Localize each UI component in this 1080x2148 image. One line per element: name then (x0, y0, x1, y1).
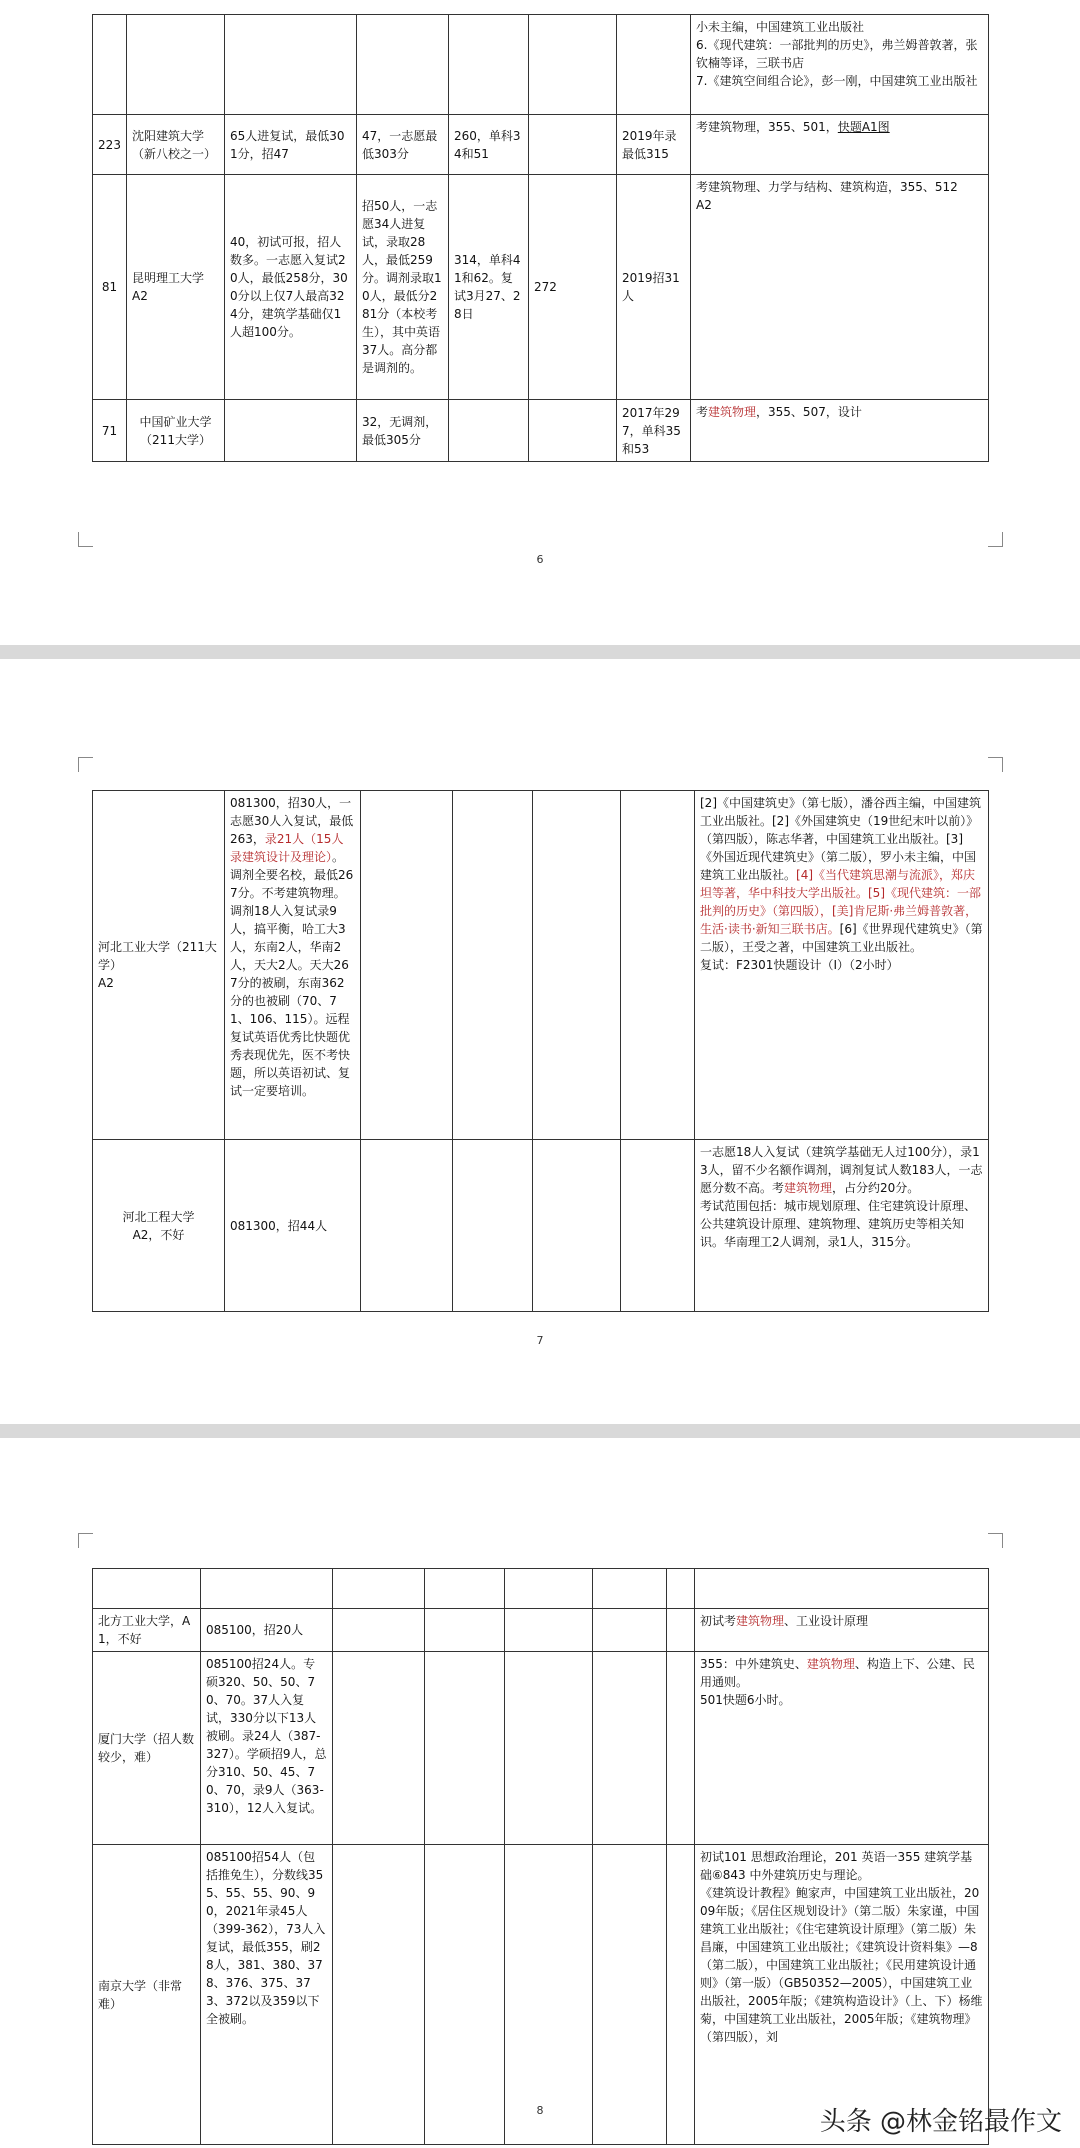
corner-mark (78, 1533, 93, 1548)
row-id: 71 (93, 400, 127, 462)
notes-cell: 一志愿18人入复试（建筑学基础无人过100分），录13人，留不少名额作调剂，调剂复试人数183人，一志愿分数不高。考建筑物理，占分约20分。 考试范围包括：城市规划原理、住宅建筑设计原理、公共建筑设计原理、建筑物理、建筑历史等相关知识。华南理工2人调剂，录1人，315分。 (695, 1140, 989, 1312)
page7-table (92, 790, 989, 1312)
table-row (93, 1652, 989, 1845)
retest-info: 085100招24人。专硕320、50、50、70、70。37人入复试，330分以下13人被刷。录24人（387-327）。学硕招9人，总分310、50、45、70、70，录9人（363-310），12人入复试。 (201, 1652, 333, 1845)
retest-info: 085100，招20人 (201, 1609, 333, 1652)
school-name: 南京大学（非常难） (93, 1845, 201, 2145)
score-line: 260，单科34和51 (449, 115, 529, 175)
school-name: 厦门大学（招人数较少，难） (93, 1652, 201, 1845)
table-row (93, 15, 989, 115)
retest-info: 081300，招44人 (225, 1140, 361, 1312)
first-choice-info: 32，无调剂，最低305分 (357, 400, 449, 462)
retest-info: 081300，招30人，一志愿30人入复试，最低263，录21人（15人录建筑设计及理论）。调剂全要名校，最低267分。不考建筑物理。调剂18人入复试录9人，搞平衡，哈工大3人，东南2人，华南2人，天大2人。天大267分的被刷，东南362分的也被刷（70、71、106、115）。远程复试英语优秀比快题优秀表现优先，医不考快题，所以英语初试、复试一定要培训。 (225, 791, 361, 1140)
exam-link[interactable]: 快题A1图 (837, 120, 890, 134)
page-number: 7 (536, 1334, 544, 1347)
school-name: 北方工业大学，A1，不好 (93, 1609, 201, 1652)
cell-5 (529, 115, 617, 175)
page-8 (0, 1438, 1080, 2148)
notes-cell: 初试101 思想政治理论，201 英语一355 建筑学基础⑥843 中外建筑历史与理论。 《建筑设计教程》鲍家声，中国建筑工业出版社，2009年版；《居住区规划设计》（第二版）朱家谨，中国建筑工业出版社；《住宅建筑设计原理》（第二版）朱昌廉，中国建筑工业出版社；《建筑设计资料集》—8（第二版），中国建筑工业出版社；《民用建筑设计通则》（第一版）（GB50352—2005），中国建筑工业出版社，2005年版；《建筑构造设计》（上、下）杨维菊，中国建筑工业出版社，2005年版；《建筑物理》（第四版），刘 (695, 1845, 989, 2145)
corner-mark (78, 532, 93, 547)
first-choice-info: 招50人，一志愿34人进复试，录取28人，最低259分。调剂录取10人，最低分281分（本校考生），其中英语37人。高分都是调剂的。 (357, 175, 449, 400)
page-6 (0, 0, 1080, 645)
page-separator (0, 645, 1080, 659)
cell-5: 272 (529, 175, 617, 400)
row-id: 223 (93, 115, 127, 175)
retest-info (225, 400, 357, 462)
notes-cell: 考建筑物理，355、507，设计 (691, 400, 989, 462)
school-name: 中国矿业大学 （211大学） (127, 400, 225, 462)
first-choice-info: 47，一志愿最低303分 (357, 115, 449, 175)
school-name: 河北工程大学 A2，不好 (93, 1140, 225, 1312)
school-name: 沈阳建筑大学（新八校之一） (127, 115, 225, 175)
score-line: 314，单科41和62。复试3月27、28日 (449, 175, 529, 400)
table-row (93, 400, 989, 462)
year-info: 2017年297，单科35和53 (617, 400, 691, 462)
table-row (93, 1569, 989, 1609)
notes-cell: 355：中外建筑史、建筑物理、构造上下、公建、民用通则。 501快题6小时。 (695, 1652, 989, 1845)
notes-cell: 考建筑物理、力学与结构、建筑构造，355、512 A2 (691, 175, 989, 400)
table-row (93, 175, 989, 400)
retest-info: 085100招54人（包括推免生），分数线355、55、55、90、90，2021年录45人（399-362），73人入复试，最低355，刷28人，381、380、378、376、375、373、372以及359以下全被刷。 (201, 1845, 333, 2145)
table-row (93, 1845, 989, 2145)
notes-cell: [2]《中国建筑史》（第七版），潘谷西主编，中国建筑工业出版社。[2]《外国建筑史（19世纪末叶以前）》（第四版），陈志华著，中国建筑工业出版社。[3]《外国近现代建筑史》（第二版），罗小未主编，中国建筑工业出版社。[4]《当代建筑思潮与流派》，郑庆坦等著，华中科技大学出版社。[5]《现代建筑：一部批判的历史》（第四版），[美]肯尼斯·弗兰姆普敦著，生活·读书·新知三联书店。[6]《世界现代建筑史》（第二版），王受之著，中国建筑工业出版社。 复试：F2301快题设计（I）（2小时） (695, 791, 989, 1140)
page8-table (92, 1568, 989, 2145)
cell-5 (529, 400, 617, 462)
year-info: 2019年录最低315 (617, 115, 691, 175)
corner-mark (988, 1533, 1003, 1548)
score-line (449, 400, 529, 462)
page-7 (0, 659, 1080, 1424)
retest-info: 65人进复试，最低301分，招47 (225, 115, 357, 175)
table-row (93, 791, 989, 1140)
page6-table (92, 14, 989, 462)
notes-cell: 考建筑物理，355、501，快题A1图 (691, 115, 989, 175)
school-name: 昆明理工大学 A2 (127, 175, 225, 400)
books-cell: 小未主编，中国建筑工业出版社 6.《现代建筑：一部批判的历史》，弗兰姆普敦著，张钦楠等译，三联书店 7.《建筑空间组合论》，彭一刚，中国建筑工业出版社 (691, 15, 989, 115)
page-number: 8 (536, 2104, 544, 2117)
table-row (93, 1609, 989, 1652)
retest-info: 40，初试可报，招人数多。一志愿入复试20人，最低258分，300分以上仅7人最高324分，建筑学基础仅1人超100分。 (225, 175, 357, 400)
table-row (93, 115, 989, 175)
school-name: 河北工业大学（211大学） A2 (93, 791, 225, 1140)
corner-mark (78, 757, 93, 772)
notes-cell: 初试考建筑物理、工业设计原理 (695, 1609, 989, 1652)
row-id: 81 (93, 175, 127, 400)
corner-mark (988, 757, 1003, 772)
table-row (93, 1140, 989, 1312)
watermark: 头条 @林金铭最作文 (819, 2107, 1062, 2137)
page-number: 6 (536, 553, 544, 566)
page-separator (0, 1424, 1080, 1438)
corner-mark (988, 532, 1003, 547)
year-info: 2019招31人 (617, 175, 691, 400)
